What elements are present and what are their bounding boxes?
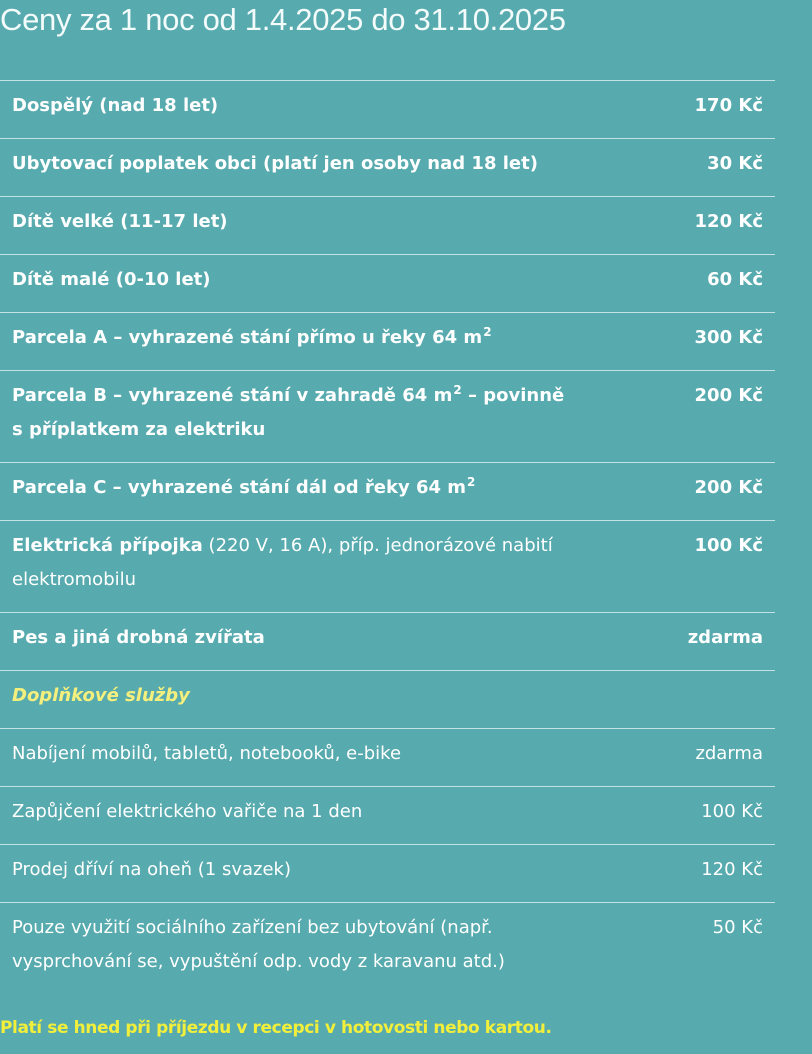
superscript: 2 xyxy=(467,475,476,489)
extra-row xyxy=(0,845,775,903)
price-label: Dospělý (nad 18 let) xyxy=(12,95,219,116)
extra-label: Prodej dříví na oheň (1 svazek) xyxy=(12,859,291,880)
price-label: Dítě velké (11-17 let) xyxy=(12,211,228,232)
price-row xyxy=(0,197,775,255)
price-row xyxy=(0,255,775,313)
extra-value: 50 Kč xyxy=(712,917,763,938)
price-label: Parcela B – vyhrazené stání v zahradě 64 $m^2$ – povinně s příplatkem za elektriku xyxy=(12,383,565,440)
price-value: zdarma xyxy=(687,627,763,648)
page-title: Ceny za 1 noc od 1.4.2025 do 31.10.2025 xyxy=(0,2,566,37)
price-value: 30 Kč xyxy=(707,153,763,174)
section-row xyxy=(0,671,775,729)
price-value: 200 Kč xyxy=(694,385,763,406)
price-value: 100 Kč xyxy=(694,535,763,556)
price-label: Parcela C – vyhrazené stání dál od řeky 64 $m^2$ xyxy=(12,475,476,498)
price-table xyxy=(0,80,775,995)
extra-label: Pouze využití sociálního zařízení bez ubytování (např. vysprchování se, vypuštění odp. vody z karavanu atd.) xyxy=(12,917,505,972)
payment-note: Platí se hned při příjezdu v recepci v hotovosti nebo kartou. xyxy=(0,1018,552,1038)
price-row xyxy=(0,613,775,671)
price-row xyxy=(0,139,775,197)
extra-value: zdarma xyxy=(695,743,763,764)
price-value: 200 Kč xyxy=(694,477,763,498)
price-value: 120 Kč xyxy=(694,211,763,232)
price-row xyxy=(0,521,775,613)
price-label: Parcela A – vyhrazené stání přímo u řeky 64 $m^2$ xyxy=(12,325,492,348)
price-label: Ubytovací poplatek obci (platí jen osoby nad 18 let) xyxy=(12,153,538,174)
extra-row xyxy=(0,903,775,995)
price-label: Dítě malé (0-10 let) xyxy=(12,269,211,290)
extra-value: 120 Kč xyxy=(701,859,763,880)
extra-row xyxy=(0,729,775,787)
price-label: Pes a jiná drobná zvířata xyxy=(12,627,265,648)
price-row xyxy=(0,371,775,463)
price-value: 170 Kč xyxy=(694,95,763,116)
price-row xyxy=(0,463,775,521)
section-title: Doplňkové služby xyxy=(12,685,190,706)
superscript: 2 xyxy=(453,383,462,397)
price-value: 300 Kč xyxy=(694,327,763,348)
extra-label: Nabíjení mobilů, tabletů, notebooků, e-bike xyxy=(12,743,402,764)
price-value: 60 Kč xyxy=(707,269,763,290)
extra-label: Zapůjčení elektrického vařiče na 1 den xyxy=(12,801,363,822)
superscript: 2 xyxy=(483,325,492,339)
price-label: Elektrická přípojka (220 V, 16 A), příp. jednorázové nabití elektromobilu xyxy=(12,535,553,590)
extra-row xyxy=(0,787,775,845)
extra-value: 100 Kč xyxy=(701,801,763,822)
price-row xyxy=(0,81,775,139)
price-row xyxy=(0,313,775,371)
